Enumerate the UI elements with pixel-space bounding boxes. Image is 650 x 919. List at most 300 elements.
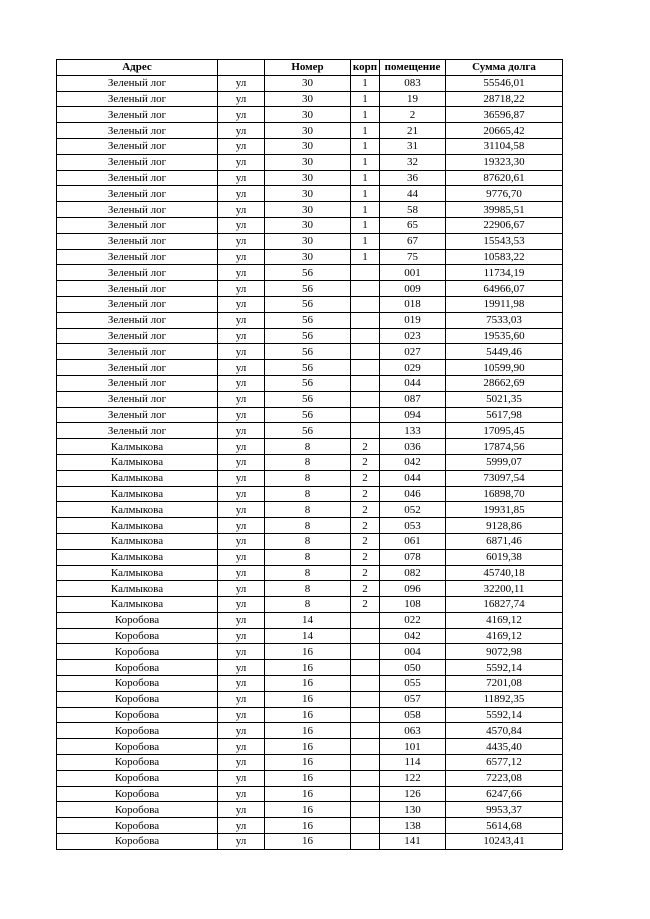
cell-address: Зеленый лог [57, 407, 218, 423]
cell-building: 1 [351, 170, 380, 186]
cell-address: Коробова [57, 786, 218, 802]
table-row [57, 786, 563, 802]
cell-building [351, 360, 380, 376]
header-premises: помещение [380, 60, 446, 76]
table-row [57, 802, 563, 818]
cell-building [351, 375, 380, 391]
cell-street-type: ул [218, 107, 265, 123]
cell-premises: 018 [380, 296, 446, 312]
cell-number: 56 [265, 312, 351, 328]
table-row [57, 202, 563, 218]
cell-address: Зеленый лог [57, 154, 218, 170]
cell-street-type: ул [218, 597, 265, 613]
cell-debt-amount: 4435,40 [446, 739, 563, 755]
cell-building [351, 265, 380, 281]
debt-table [56, 59, 563, 850]
cell-street-type: ул [218, 565, 265, 581]
cell-street-type: ул [218, 818, 265, 834]
cell-number: 30 [265, 91, 351, 107]
cell-building: 1 [351, 154, 380, 170]
cell-street-type: ул [218, 170, 265, 186]
table-row [57, 249, 563, 265]
cell-building: 2 [351, 549, 380, 565]
cell-premises: 001 [380, 265, 446, 281]
cell-number: 56 [265, 281, 351, 297]
cell-address: Коробова [57, 834, 218, 850]
cell-street-type: ул [218, 770, 265, 786]
header-row [57, 60, 563, 76]
cell-street-type: ул [218, 375, 265, 391]
cell-debt-amount: 4570,84 [446, 723, 563, 739]
cell-number: 16 [265, 660, 351, 676]
cell-number: 8 [265, 486, 351, 502]
cell-address: Коробова [57, 755, 218, 771]
cell-address: Зеленый лог [57, 170, 218, 186]
cell-building [351, 628, 380, 644]
cell-debt-amount: 9128,86 [446, 518, 563, 534]
cell-street-type: ул [218, 439, 265, 455]
cell-debt-amount: 73097,54 [446, 470, 563, 486]
cell-building [351, 423, 380, 439]
cell-building: 1 [351, 249, 380, 265]
cell-premises: 057 [380, 691, 446, 707]
cell-address: Коробова [57, 612, 218, 628]
cell-street-type: ул [218, 518, 265, 534]
cell-street-type: ул [218, 75, 265, 91]
cell-street-type: ул [218, 834, 265, 850]
cell-premises: 75 [380, 249, 446, 265]
cell-address: Зеленый лог [57, 249, 218, 265]
cell-building [351, 707, 380, 723]
cell-building [351, 660, 380, 676]
table-row [57, 91, 563, 107]
table-row [57, 123, 563, 139]
cell-address: Зеленый лог [57, 423, 218, 439]
cell-address: Зеленый лог [57, 75, 218, 91]
cell-building: 1 [351, 186, 380, 202]
cell-address: Калмыкова [57, 454, 218, 470]
table-body [57, 75, 563, 849]
table-row [57, 612, 563, 628]
cell-debt-amount: 19535,60 [446, 328, 563, 344]
cell-premises: 027 [380, 344, 446, 360]
cell-street-type: ул [218, 739, 265, 755]
cell-debt-amount: 5617,98 [446, 407, 563, 423]
cell-building [351, 786, 380, 802]
cell-premises: 083 [380, 75, 446, 91]
cell-debt-amount: 28662,69 [446, 375, 563, 391]
cell-building [351, 644, 380, 660]
cell-debt-amount: 5592,14 [446, 707, 563, 723]
cell-premises: 019 [380, 312, 446, 328]
table-row [57, 439, 563, 455]
cell-street-type: ул [218, 502, 265, 518]
cell-debt-amount: 9072,98 [446, 644, 563, 660]
cell-premises: 029 [380, 360, 446, 376]
cell-building: 1 [351, 91, 380, 107]
cell-premises: 063 [380, 723, 446, 739]
cell-number: 30 [265, 217, 351, 233]
table-row [57, 138, 563, 154]
cell-premises: 141 [380, 834, 446, 850]
cell-number: 16 [265, 755, 351, 771]
cell-address: Зеленый лог [57, 138, 218, 154]
cell-debt-amount: 16898,70 [446, 486, 563, 502]
cell-street-type: ул [218, 533, 265, 549]
cell-street-type: ул [218, 549, 265, 565]
table-row [57, 739, 563, 755]
cell-street-type: ул [218, 612, 265, 628]
cell-street-type: ул [218, 202, 265, 218]
cell-street-type: ул [218, 660, 265, 676]
cell-street-type: ул [218, 296, 265, 312]
cell-number: 56 [265, 407, 351, 423]
cell-debt-amount: 7223,08 [446, 770, 563, 786]
table-row [57, 296, 563, 312]
table-row [57, 75, 563, 91]
cell-debt-amount: 39985,51 [446, 202, 563, 218]
cell-building: 2 [351, 565, 380, 581]
cell-number: 16 [265, 786, 351, 802]
cell-premises: 2 [380, 107, 446, 123]
cell-building: 1 [351, 107, 380, 123]
cell-premises: 036 [380, 439, 446, 455]
cell-building [351, 296, 380, 312]
cell-address: Калмыкова [57, 597, 218, 613]
table-row [57, 518, 563, 534]
cell-street-type: ул [218, 644, 265, 660]
cell-street-type: ул [218, 486, 265, 502]
cell-premises: 042 [380, 628, 446, 644]
cell-premises: 082 [380, 565, 446, 581]
cell-street-type: ул [218, 249, 265, 265]
cell-address: Калмыкова [57, 486, 218, 502]
cell-number: 56 [265, 296, 351, 312]
cell-premises: 138 [380, 818, 446, 834]
cell-building [351, 312, 380, 328]
cell-debt-amount: 31104,58 [446, 138, 563, 154]
cell-address: Зеленый лог [57, 202, 218, 218]
cell-number: 8 [265, 439, 351, 455]
cell-premises: 21 [380, 123, 446, 139]
cell-number: 16 [265, 818, 351, 834]
cell-number: 16 [265, 723, 351, 739]
cell-debt-amount: 17874,56 [446, 439, 563, 455]
cell-address: Коробова [57, 660, 218, 676]
cell-building [351, 802, 380, 818]
cell-street-type: ул [218, 138, 265, 154]
cell-address: Зеленый лог [57, 328, 218, 344]
cell-number: 56 [265, 344, 351, 360]
cell-address: Калмыкова [57, 518, 218, 534]
cell-debt-amount: 16827,74 [446, 597, 563, 613]
cell-premises: 096 [380, 581, 446, 597]
table-row [57, 375, 563, 391]
cell-address: Коробова [57, 644, 218, 660]
cell-street-type: ул [218, 186, 265, 202]
cell-premises: 061 [380, 533, 446, 549]
cell-building [351, 676, 380, 692]
cell-address: Зеленый лог [57, 312, 218, 328]
cell-street-type: ул [218, 755, 265, 771]
cell-building: 2 [351, 454, 380, 470]
cell-address: Зеленый лог [57, 91, 218, 107]
cell-premises: 046 [380, 486, 446, 502]
cell-building [351, 407, 380, 423]
cell-debt-amount: 11734,19 [446, 265, 563, 281]
cell-street-type: ул [218, 628, 265, 644]
cell-premises: 126 [380, 786, 446, 802]
table-row [57, 565, 563, 581]
cell-debt-amount: 6577,12 [446, 755, 563, 771]
cell-debt-amount: 4169,12 [446, 628, 563, 644]
cell-number: 16 [265, 739, 351, 755]
cell-debt-amount: 7533,03 [446, 312, 563, 328]
table-row [57, 281, 563, 297]
cell-building [351, 281, 380, 297]
cell-street-type: ул [218, 265, 265, 281]
cell-debt-amount: 55546,01 [446, 75, 563, 91]
table-row [57, 502, 563, 518]
cell-premises: 36 [380, 170, 446, 186]
cell-street-type: ул [218, 217, 265, 233]
table-row [57, 644, 563, 660]
header-debt-amount: Сумма долга [446, 60, 563, 76]
cell-address: Коробова [57, 691, 218, 707]
cell-debt-amount: 10599,90 [446, 360, 563, 376]
cell-number: 8 [265, 533, 351, 549]
cell-premises: 19 [380, 91, 446, 107]
cell-premises: 055 [380, 676, 446, 692]
cell-debt-amount: 15543,53 [446, 233, 563, 249]
cell-address: Зеленый лог [57, 265, 218, 281]
cell-street-type: ул [218, 233, 265, 249]
cell-debt-amount: 4169,12 [446, 612, 563, 628]
cell-debt-amount: 19931,85 [446, 502, 563, 518]
cell-address: Зеленый лог [57, 123, 218, 139]
table-row [57, 723, 563, 739]
cell-building [351, 612, 380, 628]
cell-address: Коробова [57, 723, 218, 739]
cell-premises: 023 [380, 328, 446, 344]
cell-number: 8 [265, 597, 351, 613]
cell-number: 30 [265, 249, 351, 265]
table-row [57, 154, 563, 170]
table-row [57, 818, 563, 834]
cell-debt-amount: 6871,46 [446, 533, 563, 549]
cell-premises: 022 [380, 612, 446, 628]
cell-building: 2 [351, 597, 380, 613]
cell-premises: 058 [380, 707, 446, 723]
cell-debt-amount: 5614,68 [446, 818, 563, 834]
cell-street-type: ул [218, 454, 265, 470]
cell-debt-amount: 28718,22 [446, 91, 563, 107]
cell-address: Калмыкова [57, 533, 218, 549]
table-row [57, 834, 563, 850]
cell-street-type: ул [218, 154, 265, 170]
header-street-type [218, 60, 265, 76]
cell-address: Коробова [57, 707, 218, 723]
cell-number: 14 [265, 612, 351, 628]
cell-number: 16 [265, 644, 351, 660]
cell-number: 8 [265, 549, 351, 565]
cell-number: 16 [265, 676, 351, 692]
cell-street-type: ул [218, 802, 265, 818]
cell-number: 8 [265, 518, 351, 534]
table-row [57, 691, 563, 707]
cell-address: Зеленый лог [57, 281, 218, 297]
cell-debt-amount: 10243,41 [446, 834, 563, 850]
cell-building [351, 755, 380, 771]
cell-premises: 32 [380, 154, 446, 170]
table-row [57, 770, 563, 786]
table-row [57, 533, 563, 549]
cell-number: 30 [265, 233, 351, 249]
cell-building [351, 739, 380, 755]
cell-number: 30 [265, 154, 351, 170]
cell-address: Зеленый лог [57, 186, 218, 202]
cell-premises: 044 [380, 470, 446, 486]
cell-number: 56 [265, 360, 351, 376]
cell-debt-amount: 17095,45 [446, 423, 563, 439]
cell-address: Калмыкова [57, 439, 218, 455]
cell-street-type: ул [218, 360, 265, 376]
cell-debt-amount: 87620,61 [446, 170, 563, 186]
cell-number: 56 [265, 375, 351, 391]
cell-premises: 108 [380, 597, 446, 613]
cell-address: Коробова [57, 739, 218, 755]
cell-street-type: ул [218, 344, 265, 360]
table-row [57, 660, 563, 676]
cell-number: 56 [265, 391, 351, 407]
table-row [57, 470, 563, 486]
cell-premises: 65 [380, 217, 446, 233]
cell-building: 1 [351, 75, 380, 91]
cell-premises: 052 [380, 502, 446, 518]
cell-street-type: ул [218, 786, 265, 802]
cell-address: Коробова [57, 628, 218, 644]
cell-debt-amount: 19323,30 [446, 154, 563, 170]
cell-address: Коробова [57, 770, 218, 786]
cell-address: Зеленый лог [57, 344, 218, 360]
cell-premises: 094 [380, 407, 446, 423]
header-number: Номер [265, 60, 351, 76]
cell-number: 16 [265, 770, 351, 786]
cell-building: 2 [351, 439, 380, 455]
cell-building: 2 [351, 486, 380, 502]
cell-debt-amount: 22906,67 [446, 217, 563, 233]
cell-building [351, 691, 380, 707]
cell-premises: 122 [380, 770, 446, 786]
cell-premises: 004 [380, 644, 446, 660]
cell-debt-amount: 5449,46 [446, 344, 563, 360]
cell-building: 1 [351, 233, 380, 249]
cell-number: 8 [265, 454, 351, 470]
cell-number: 56 [265, 423, 351, 439]
cell-building: 1 [351, 138, 380, 154]
cell-debt-amount: 20665,42 [446, 123, 563, 139]
cell-address: Калмыкова [57, 565, 218, 581]
cell-number: 30 [265, 138, 351, 154]
cell-debt-amount: 5999,07 [446, 454, 563, 470]
cell-address: Зеленый лог [57, 360, 218, 376]
cell-building: 2 [351, 533, 380, 549]
table-row [57, 454, 563, 470]
table-row [57, 312, 563, 328]
cell-building [351, 834, 380, 850]
cell-building: 2 [351, 502, 380, 518]
cell-number: 56 [265, 265, 351, 281]
table-row [57, 486, 563, 502]
table-row [57, 581, 563, 597]
cell-number: 16 [265, 834, 351, 850]
cell-premises: 114 [380, 755, 446, 771]
cell-building: 2 [351, 581, 380, 597]
cell-address: Калмыкова [57, 549, 218, 565]
cell-number: 16 [265, 707, 351, 723]
table-row [57, 265, 563, 281]
cell-building [351, 723, 380, 739]
cell-number: 8 [265, 565, 351, 581]
table-row [57, 597, 563, 613]
cell-street-type: ул [218, 581, 265, 597]
cell-debt-amount: 10583,22 [446, 249, 563, 265]
cell-street-type: ул [218, 91, 265, 107]
cell-number: 30 [265, 107, 351, 123]
cell-premises: 053 [380, 518, 446, 534]
cell-debt-amount: 9953,37 [446, 802, 563, 818]
table-row [57, 676, 563, 692]
cell-street-type: ул [218, 723, 265, 739]
cell-street-type: ул [218, 312, 265, 328]
cell-premises: 58 [380, 202, 446, 218]
cell-debt-amount: 5021,35 [446, 391, 563, 407]
cell-premises: 133 [380, 423, 446, 439]
cell-debt-amount: 32200,11 [446, 581, 563, 597]
cell-street-type: ул [218, 470, 265, 486]
cell-debt-amount: 7201,08 [446, 676, 563, 692]
cell-number: 8 [265, 470, 351, 486]
cell-building [351, 770, 380, 786]
cell-street-type: ул [218, 691, 265, 707]
cell-address: Коробова [57, 676, 218, 692]
cell-number: 30 [265, 170, 351, 186]
cell-street-type: ул [218, 391, 265, 407]
cell-building [351, 344, 380, 360]
table-row [57, 360, 563, 376]
table-row [57, 391, 563, 407]
cell-address: Калмыкова [57, 581, 218, 597]
cell-number: 14 [265, 628, 351, 644]
cell-address: Коробова [57, 802, 218, 818]
cell-premises: 101 [380, 739, 446, 755]
cell-number: 30 [265, 123, 351, 139]
cell-building: 2 [351, 518, 380, 534]
cell-number: 30 [265, 75, 351, 91]
cell-debt-amount: 6247,66 [446, 786, 563, 802]
header-building: корп [351, 60, 380, 76]
cell-street-type: ул [218, 123, 265, 139]
cell-number: 16 [265, 802, 351, 818]
cell-address: Зеленый лог [57, 391, 218, 407]
cell-debt-amount: 36596,87 [446, 107, 563, 123]
table-row [57, 407, 563, 423]
cell-building: 2 [351, 470, 380, 486]
cell-address: Зеленый лог [57, 107, 218, 123]
cell-address: Зеленый лог [57, 296, 218, 312]
cell-address: Калмыкова [57, 470, 218, 486]
cell-premises: 31 [380, 138, 446, 154]
